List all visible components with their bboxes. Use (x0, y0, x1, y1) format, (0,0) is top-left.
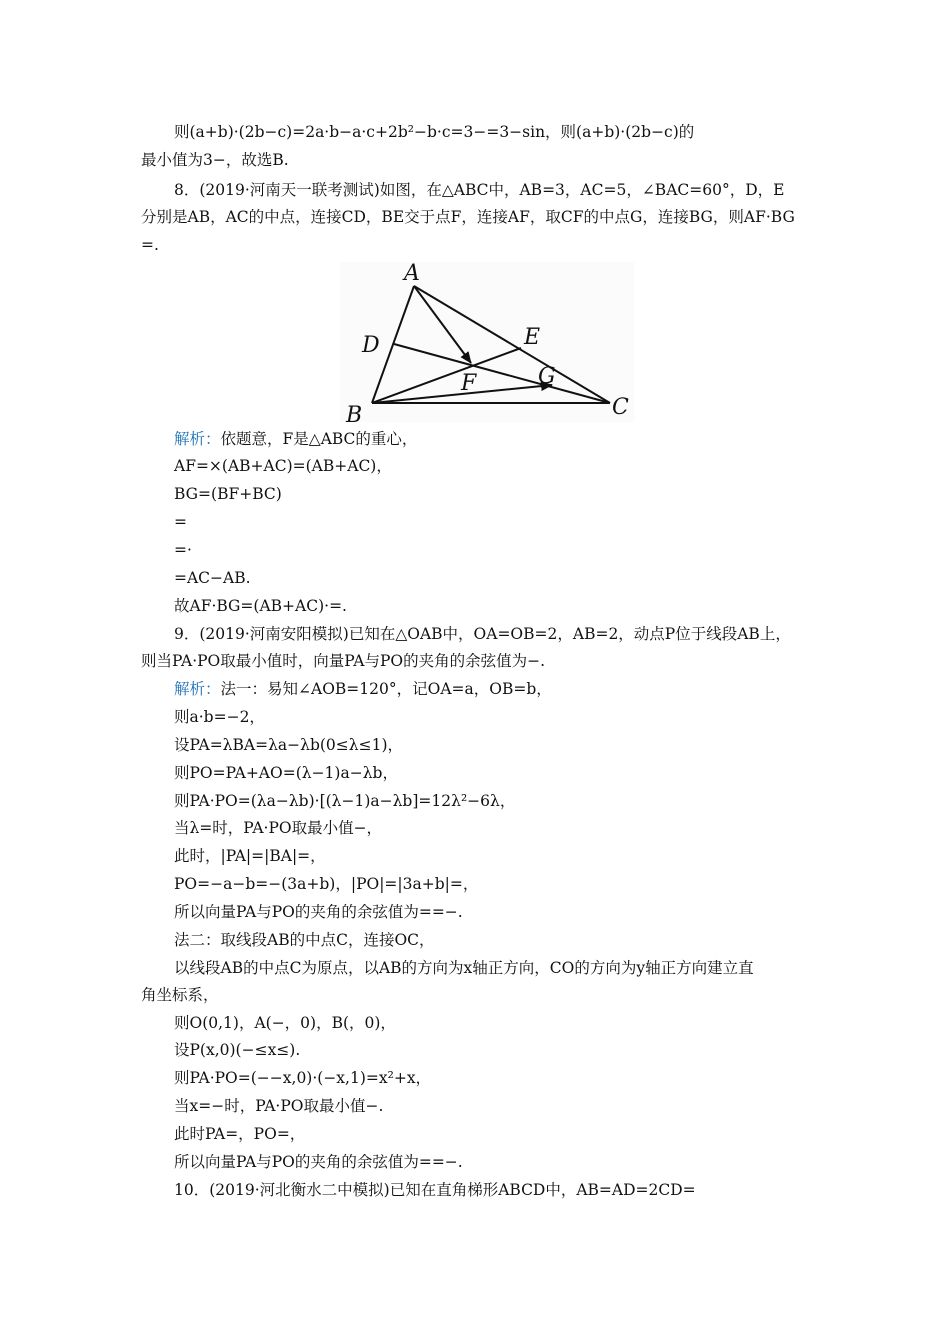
solution-text: 法一：易知∠AOB=120°，记OA=a，OB=b， (220, 680, 552, 698)
solution-8-line: 故AF·BG=(AB+AC)·=. (174, 597, 347, 615)
point-label-c: C (612, 395, 629, 420)
solution-9-line: 以线段AB的中点C为原点，以AB的方向为x轴正方向，CO的方向为y轴正方向建立直 (174, 959, 754, 977)
solution-9-line: 当λ=时，PA·PO取最小值−， (174, 819, 383, 837)
triangle-diagram (340, 262, 634, 422)
solution-8-line: =· (174, 541, 192, 559)
solution-9-line: 此时，|PA|=|BA|=， (174, 847, 326, 865)
solution-9-line (174, 679, 950, 699)
solution-8-line: AF=×(AB+AC)=(AB+AC)， (174, 457, 392, 475)
point-label-f: F (461, 371, 477, 396)
solution-9-line: 所以向量PA与PO的夹角的余弦值为==−. (174, 1153, 463, 1171)
solution-label: 解析： (174, 430, 221, 448)
solution-label: 解析： (174, 680, 221, 698)
segment-ac (414, 286, 610, 403)
solution-9-line: 法二：取线段AB的中点C，连接OC， (174, 931, 435, 949)
problem-8-line: =. (141, 236, 159, 254)
problem-9-line: 则当PA·PO取最小值时，向量PA与PO的夹角的余弦值为−. (141, 652, 546, 670)
solution-8-line: = (174, 513, 187, 531)
solution-8-line: BG=(BF+BC) (174, 485, 282, 503)
triangle-figure (340, 262, 634, 422)
point-label-g: G (538, 364, 556, 389)
solution-9-line: 则a·b=−2， (174, 708, 265, 726)
text-line: 则(a+b)·(2b−c)=2a·b−a·c+2b²−b·c=3−=3−sin，则(a+b)·(2b−c)的 (174, 123, 695, 141)
text-line: 最小值为3−，故选B. (141, 151, 289, 169)
solution-9-line: 则PO=PA+AO=(λ−1)a−λb， (174, 764, 398, 782)
problem-8-line: 分别是AB，AC的中点，连接CD，BE交于点F，连接AF，取CF的中点G，连接BG，则AF·BG (141, 208, 795, 226)
solution-9-line: 设PA=λBA=λa−λb(0≤λ≤1)， (174, 736, 403, 754)
segment-cd (394, 344, 610, 403)
point-label-d: D (362, 333, 380, 358)
solution-9-line: 则PA·PO=(−−x,0)·(−x,1)=x²+x， (174, 1069, 432, 1087)
problem-8-line: 8．(2019·河南天一联考测试)如图，在△ABC中，AB=3，AC=5，∠BAC=60°，D，E (174, 181, 785, 199)
solution-text: 依题意，F是△ABC的重心， (220, 430, 418, 448)
solution-8-line: =AC−AB. (174, 569, 251, 587)
solution-9-line: 此时PA=，PO=， (174, 1125, 306, 1143)
solution-9-line: 则O(0,1)，A(−，0)，B(，0)， (174, 1014, 396, 1032)
solution-9-line: 则PA·PO=(λa−λb)·[(λ−1)a−λb]=12λ²−6λ， (174, 792, 516, 810)
solution-9-line: PO=−a−b=−(3a+b)，|PO|=|3a+b|=， (174, 875, 479, 893)
solution-9-line: 设P(x,0)(−≤x≤). (174, 1041, 301, 1059)
point-label-b: B (346, 403, 363, 422)
solution-9-line: 所以向量PA与PO的夹角的余弦值为==−. (174, 903, 463, 921)
problem-10-line: 10．(2019·河北衡水二中模拟)已知在直角梯形ABCD中，AB=AD=2CD= (174, 1181, 696, 1199)
problem-9-line: 9．(2019·河南安阳模拟)已知在△OAB中，OA=OB=2，AB=2，动点P位于线段AB上， (174, 625, 791, 643)
point-label-e: E (524, 325, 541, 350)
point-label-a: A (404, 262, 420, 286)
solution-9-line: 当x=−时，PA·PO取最小值−. (174, 1097, 384, 1115)
solution-8-line (174, 429, 950, 449)
solution-9-line: 角坐标系， (141, 986, 219, 1004)
